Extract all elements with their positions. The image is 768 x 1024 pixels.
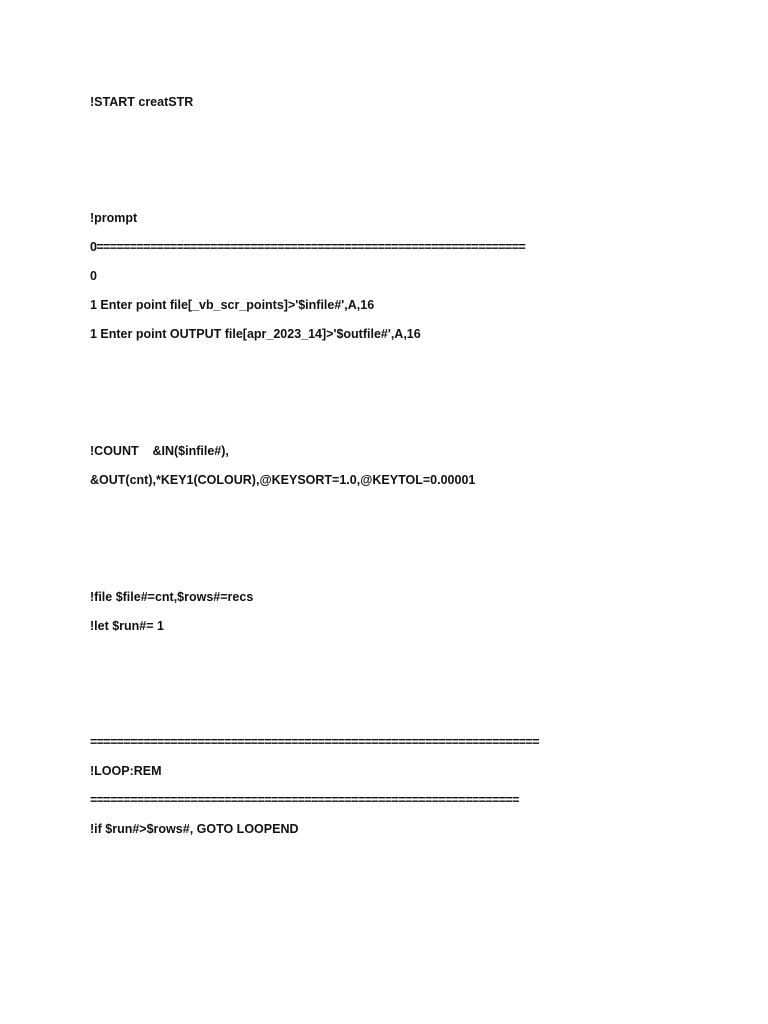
prompt-zero-line: 0 [90,269,97,283]
let-directive: !let $run#= 1 [90,619,164,633]
count-output-line: &OUT(cnt),*KEY1(COLOUR),@KEYSORT=1.0,@KEYTOL=0.00001 [90,473,476,487]
count-directive: !COUNT &IN($infile#), [90,444,229,458]
output-file-prompt-line: 1 Enter point OUTPUT file[apr_2023_14]>'$outfile#',A,16 [90,327,421,341]
prompt-directive: !prompt [90,211,138,225]
loop-top-separator: =================================================================== [90,735,539,749]
file-directive: !file $file#=cnt,$rows#=recs [90,590,254,604]
start-directive: !START creatSTR [90,95,194,109]
prompt-separator-line: 0================================================================ [90,240,526,254]
loop-bottom-separator: ================================================================ [90,793,519,807]
input-file-prompt-line: 1 Enter point file[_vb_scr_points]>'$infile#',A,16 [90,298,375,312]
if-goto-directive: !if $run#>$rows#, GOTO LOOPEND [90,822,299,836]
loop-label: !LOOP:REM [90,764,162,778]
